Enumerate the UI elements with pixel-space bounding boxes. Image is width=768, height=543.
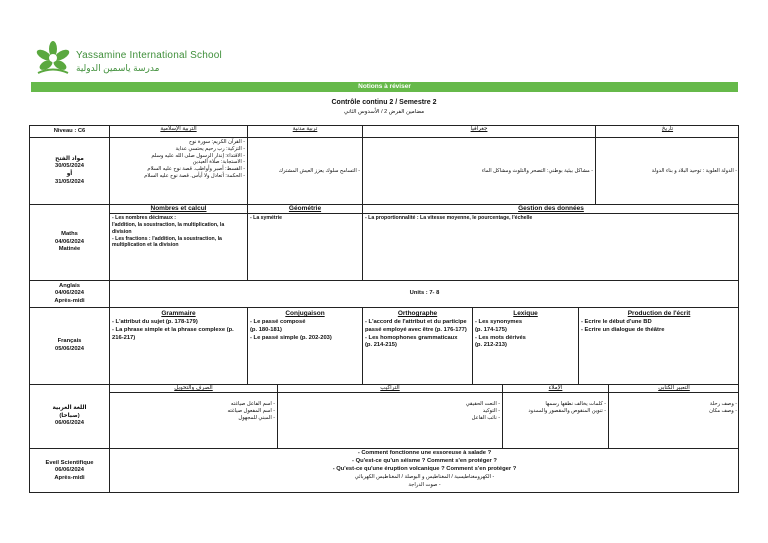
list-item: l'addition, la soustraction, la multiplication, la division [112,222,225,235]
header-conjugaison: Conjugaison [285,310,325,317]
revision-table [29,125,739,493]
maths-donnees [363,205,739,281]
arabe-taabir [609,385,739,449]
list-item: - وصف مكان [709,408,737,415]
list-item: - التسامح سلوك يعزز العيش المشترك [278,168,360,174]
list-item: - اسم المفعول صياغته [227,408,275,415]
label-line: Eveil Scientifique [45,459,94,466]
label-line: 05/06/2024 [54,346,84,352]
list-item: - L'attribut du sujet (p. 178-179) [112,319,198,326]
school-name-ar: مدرسة ياسمين الدولية [76,63,160,73]
header-nombres: Nombres et calcul [110,205,247,214]
label-line: Après-midi [54,297,85,304]
list-item: - Qu'est-ce qu'un séisme ? Comment s'en protéger ? [352,457,497,464]
label-line: 31/05/2024 [54,178,84,185]
label-line: Après-midi [54,474,85,481]
header-history: تاريخ [596,126,739,138]
islamic-content [110,138,248,205]
list-item: - مشاكل بيئية بوطني: التصحر والتلوث ومشاكل الماء [481,168,593,174]
school-logo-icon [34,40,72,78]
maths-nombres [110,205,248,281]
list-item: - الكهرومغناطيسية / المغناطيس و البوصلة / المغناطيس الكهربائي [354,474,495,481]
notions-banner: Notions à réviser [31,82,738,92]
list-item: - Ecrire le début d'une BD [581,319,652,326]
list-item: - Le passé composé [250,319,306,326]
list-item: - المبني للمجهول [238,414,275,421]
header-islamic: التربية الإسلامية [110,126,248,138]
list-item: - الدولة العلوية : توحيد البلاد و بناء الدولة [651,168,737,174]
list-item: - التوكيد [482,408,500,415]
row-label-francais [30,308,110,385]
header-tarakib: التراكيب [278,385,502,393]
list-item: - التزكية: رب رحيم يحتسي عداية [175,145,245,152]
list-item: - القرآن الكريم: سورة نوح [188,139,245,145]
list-item: - الحكمة: أتعادل ولا أيأس. قصة نوح عليه السلام [144,172,245,179]
arabe-sarf [110,385,278,449]
arabe-tarakib [278,385,503,449]
list-item: - Qu'est-ce qu'une éruption volcanique ? Comment s'en protéger ? [332,465,517,472]
school-name-en: Yassamine International School [76,50,222,61]
list-item: (p. 180-181) [250,326,282,333]
list-item: - Les fractions : l'addition, la soustraction, la multiplication et la division [112,235,222,249]
label-line: اللغة العربية [52,405,87,412]
row-label-eveil [30,449,110,493]
list-item: (p. 174-175) [475,326,507,333]
list-item: - النعت الحقيقي [465,401,500,408]
francais-orthographe [363,308,473,385]
label-line: 04/06/2024 [54,238,84,245]
list-item: - Ecrire un dialogue de théâtre [581,326,665,333]
label-line: 06/06/2024 [54,467,84,474]
label-line: 04/06/2024 [54,290,84,297]
header-geometrie: Géométrie [248,205,362,214]
eveil-content [110,449,739,493]
header-taabir: التعبير الكتابي [609,385,739,393]
label-line: أو [66,171,73,177]
niveau-label: Niveau : C6 [30,126,110,138]
list-item: - صوت الدراجة [408,481,441,488]
list-item: (p. 212-213) [475,342,507,349]
list-item: - Les synonymes [475,319,523,326]
header-civic: تربية مدنية [248,126,363,138]
school-header [34,40,254,82]
francais-production [579,308,739,385]
header-orthographe: Orthographe [397,310,438,317]
history-content [596,138,739,205]
label-line: Maths [61,231,78,238]
list-item: - الاقتداء: إنذار الرسول صلى الله عليه وسلم [151,152,245,159]
label-line: مواد الفتح [55,155,84,162]
civic-content [248,138,363,205]
list-item: - La symétrie [250,215,283,222]
list-item: - اسم الفاعل صياغته [230,401,275,408]
francais-conjugaison [248,308,363,385]
header-production: Production de l'écrit [627,310,691,317]
list-item: - Comment fonctionne une essoreuse à salade ? [357,450,492,456]
geography-content [363,138,596,205]
francais-grammaire [110,308,248,385]
header-donnees: Gestion des données [363,205,739,214]
label-line: Français [57,338,82,345]
list-item: - نائب الفاعل [471,414,500,421]
label-line: Anglais [59,282,80,289]
francais-lexique [473,308,579,385]
list-item: - القسط: أصبر وأواظب. قصة نوح عليه السلام [147,166,245,172]
list-item: - La phrase simple et la phrase complexe (p. 216-217) [112,326,234,341]
header-geography: جغرافيا [363,126,596,138]
list-item: - الاستجابة: صلاة العيدين [192,159,245,166]
list-item: - Le passé simple (p. 202-203) [250,334,332,341]
header-grammaire: Grammaire [161,310,196,317]
list-item: - Les homophones grammaticaux [365,334,458,341]
row-label-anglais [30,281,110,308]
row-label-maths [30,205,110,281]
list-item: - كلمات يخالف نطقها رسمها [545,401,606,408]
label-line: (صباحا) [59,412,80,419]
label-line: 06/06/2024 [54,420,84,427]
label-line: Matinée [58,246,81,253]
anglais-units: Units : 7- 8 [110,281,739,308]
list-item: - Les mots dérivés [475,334,526,341]
exam-title-arabic: مضامين الفرض 2 / الأسدوس الثاني [343,109,425,115]
header-sarf: الصرف والتحويل [110,385,277,393]
list-item: - La proportionnalité : La vitesse moyenne, le pourcentage, l'échelle [365,215,533,222]
list-item: - وصف رحلة [709,401,737,408]
row-label-arabe [30,385,110,449]
header-lexique: Lexique [513,310,538,317]
list-item: - Les nombres décimaux : [112,215,176,222]
header-imlaa: الإملاء [503,385,608,393]
arabe-imlaa [503,385,609,449]
label-line: 30/05/2024 [54,163,84,170]
exam-title: Contrôle continu 2 / Semestre 2 [331,99,437,106]
maths-geometrie [248,205,363,281]
row-label-arabic-subjects [30,138,110,205]
list-item: - تنوين المنقوص والمقصور والممدود [528,408,606,415]
list-item: - L'accord de l'attribut et du participe passé employé avec être (p. 176-177) [365,319,467,333]
list-item: (p. 214-215) [365,342,397,349]
